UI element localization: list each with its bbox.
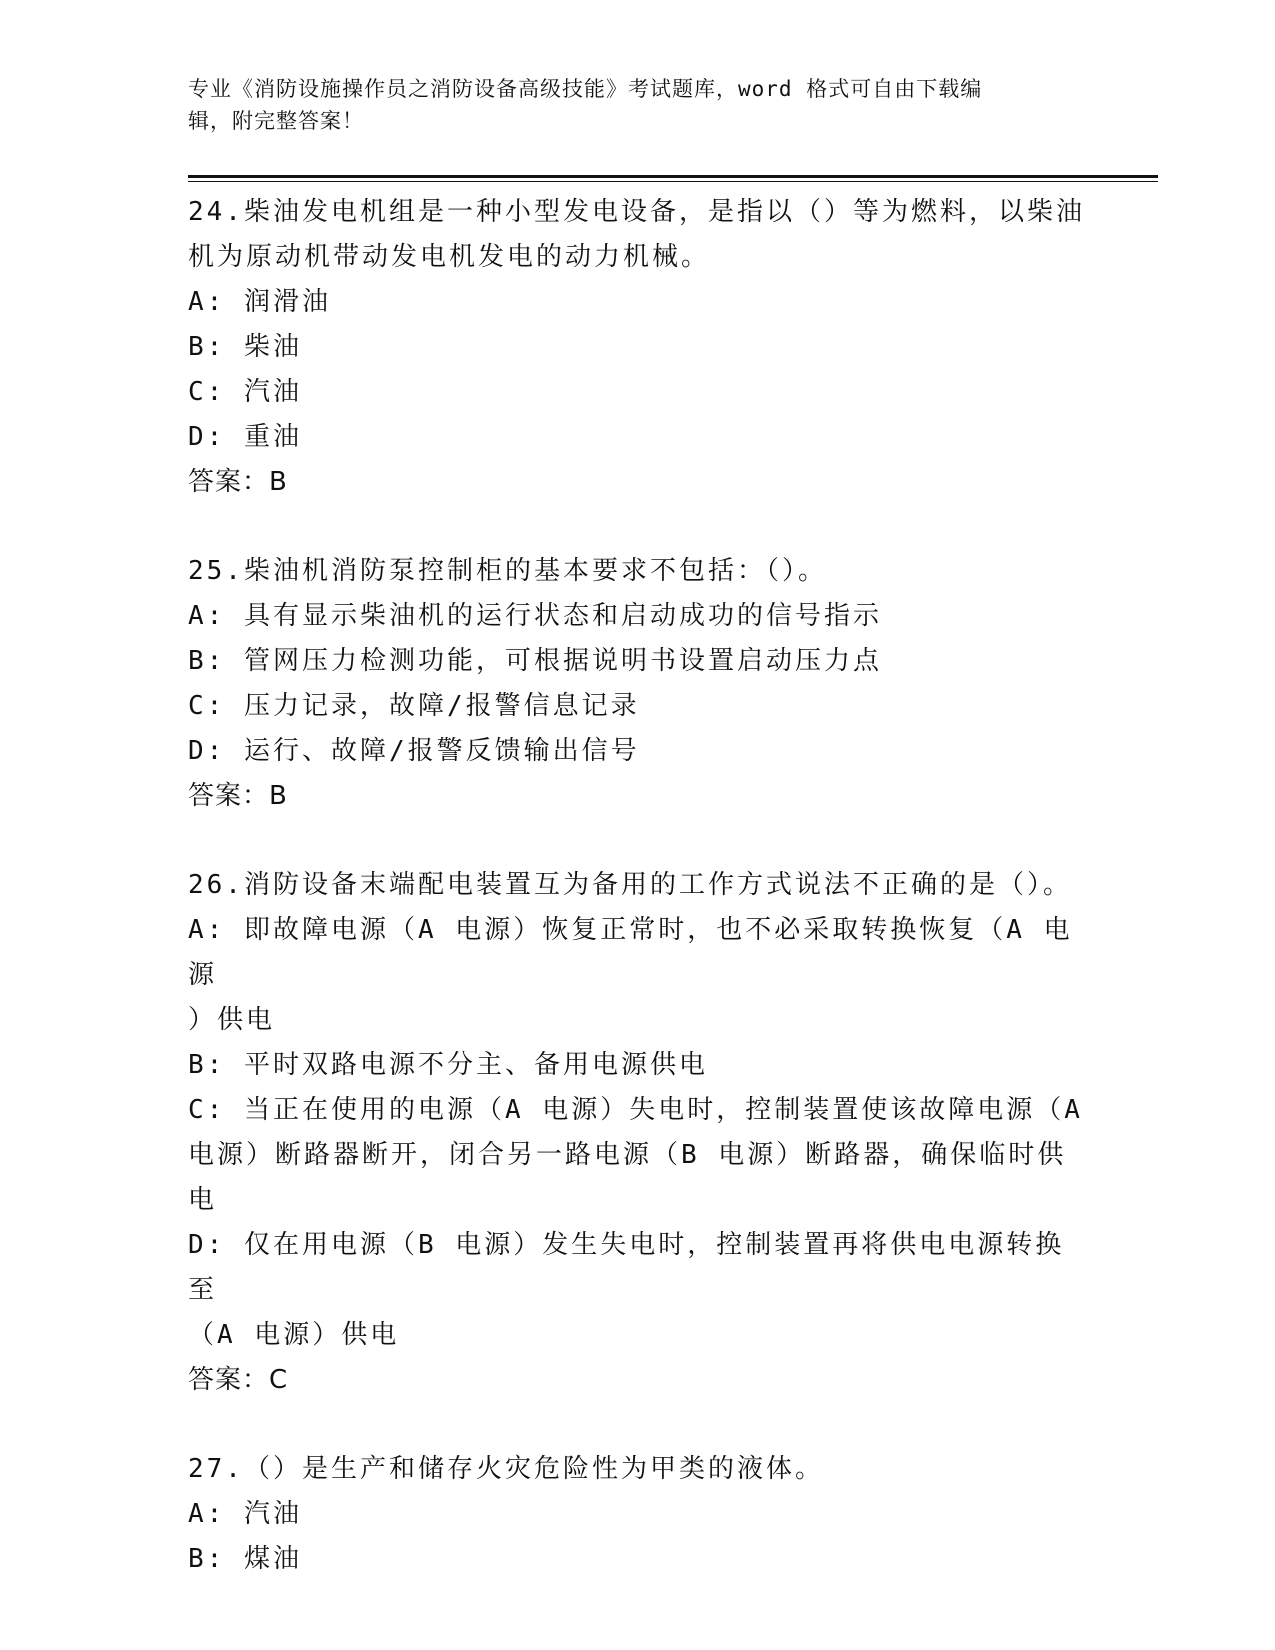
option-d: D: 运行、故障/报警反馈输出信号 <box>188 736 640 766</box>
document-header <box>188 73 1088 137</box>
question-25 <box>188 549 1088 819</box>
question-list <box>188 190 1088 1626</box>
question-24 <box>188 190 1088 505</box>
option-a: A: 即故障电源（A 电源）恢复正常时，也不必采取转换恢复（A 电源 <box>188 915 1073 990</box>
answer: 答案：B <box>188 781 288 811</box>
option-a-cont: ）供电 <box>188 1005 276 1035</box>
question-stem: 24.柴油发电机组是一种小型发电设备，是指以（）等为燃料，以柴油 <box>188 197 1085 227</box>
question-27 <box>188 1447 1088 1582</box>
option-c-cont: 电源）断路器断开，闭合另一路电源（B 电源）断路器，确保临时供电 <box>188 1140 1067 1215</box>
question-stem: 27.（）是生产和储存火灾危险性为甲类的液体。 <box>188 1454 824 1484</box>
option-a: A: 具有显示柴油机的运行状态和启动成功的信号指示 <box>188 601 882 631</box>
answer: 答案：C <box>188 1365 289 1395</box>
header-divider-thin <box>188 181 1158 182</box>
option-c: C: 压力记录，故障/报警信息记录 <box>188 691 640 721</box>
question-stem: 26.消防设备末端配电装置互为备用的工作方式说法不正确的是（）。 <box>188 870 1072 900</box>
header-divider-thick <box>188 175 1158 178</box>
option-b: B: 柴油 <box>188 332 302 362</box>
header-line-2: 辑，附完整答案！ <box>188 109 364 133</box>
option-c: C: 汽油 <box>188 377 302 407</box>
option-a: A: 汽油 <box>188 1499 302 1529</box>
option-b: B: 平时双路电源不分主、备用电源供电 <box>188 1050 708 1080</box>
option-d-cont: （A 电源）供电 <box>188 1320 400 1350</box>
option-d: D: 重油 <box>188 422 302 452</box>
question-stem: 25.柴油机消防泵控制柜的基本要求不包括：（）。 <box>188 556 827 586</box>
header-line-1: 专业《消防设施操作员之消防设备高级技能》考试题库，word 格式可自由下载编 <box>188 77 983 101</box>
question-26 <box>188 863 1088 1403</box>
question-stem: 机为原动机带动发电机发电的动力机械。 <box>188 242 711 272</box>
option-c: C: 当正在使用的电源（A 电源）失电时，控制装置使该故障电源（A <box>188 1095 1083 1125</box>
option-b: B: 管网压力检测功能，可根据说明书设置启动压力点 <box>188 646 882 676</box>
option-a: A: 润滑油 <box>188 287 331 317</box>
option-d: D: 仅在用电源（B 电源）发生失电时，控制装置再将供电电源转换至 <box>188 1230 1065 1305</box>
option-b: B: 煤油 <box>188 1544 302 1574</box>
answer: 答案：B <box>188 467 288 497</box>
